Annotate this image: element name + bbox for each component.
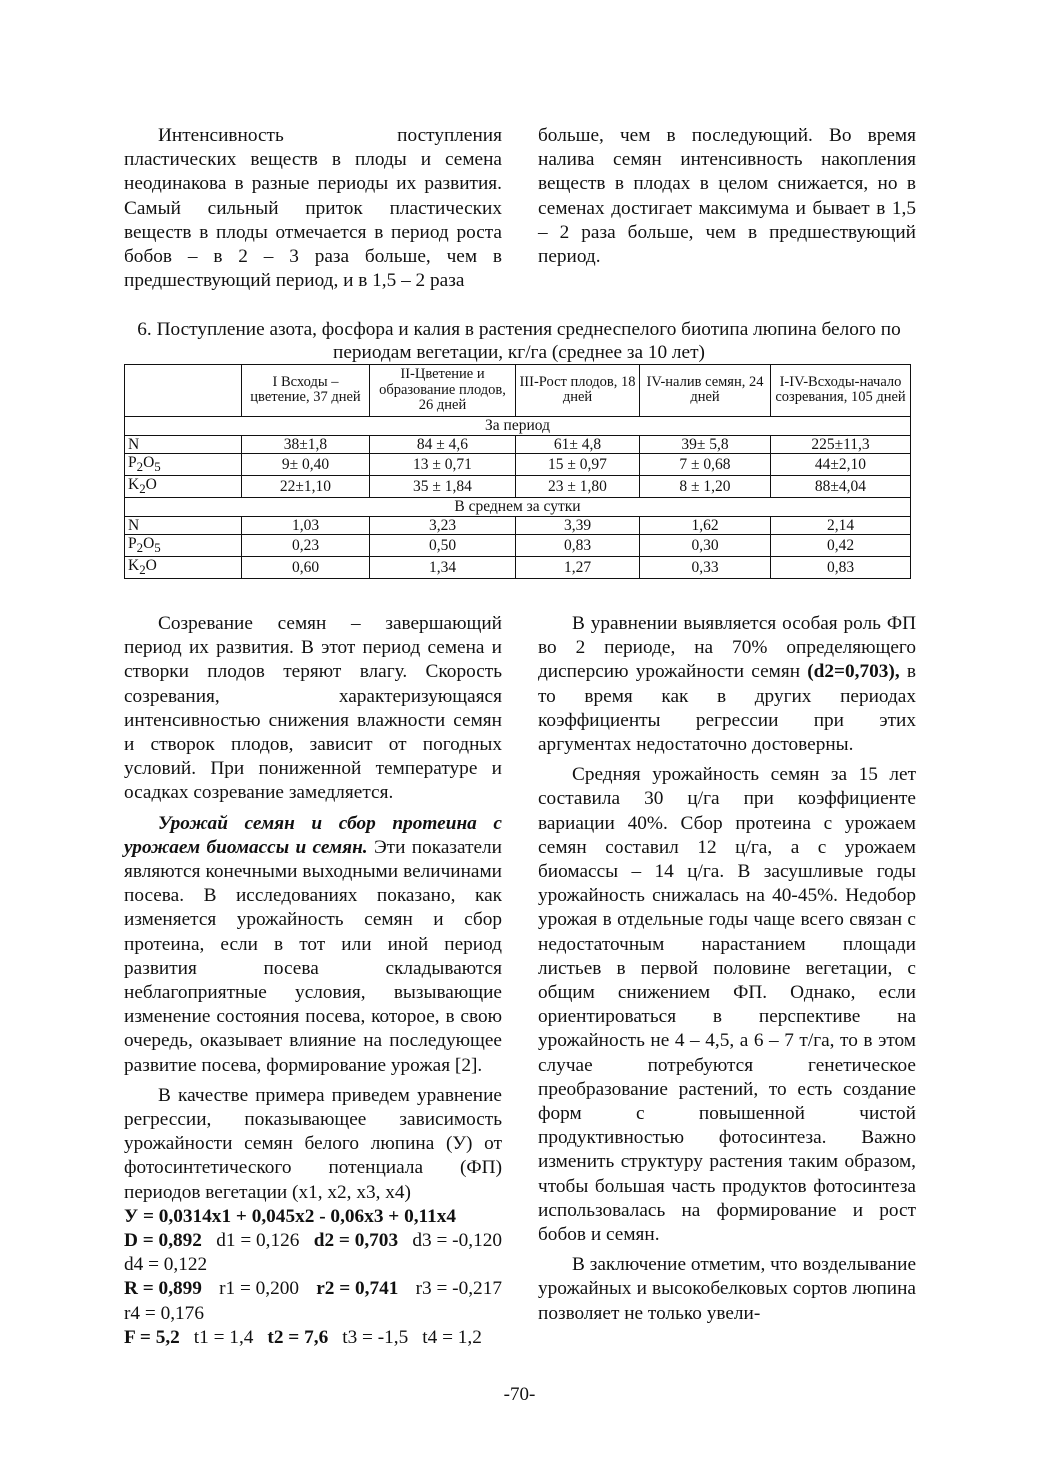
table-cell: 0,60 [242, 556, 370, 578]
coef-d2: d2 = 0,703 [313, 1230, 399, 1252]
header-cell: I-IV-Всходы-начало созревания, 105 дней [771, 365, 911, 417]
paragraph: больше, чем в последующий. Во время налива семян интенсивность накопления веществ в плодах в целом снижается, но в семенах достигает максимума и бывает в 1,5 – 2 раза больше, чем в предшествующий период. [538, 125, 916, 268]
table-cell: 1,34 [370, 556, 516, 578]
top-left-column [124, 124, 502, 293]
coef-t4: t4 = 1,2 [422, 1326, 482, 1348]
header-cell: I Всходы – цветение, 37 дней [242, 365, 370, 417]
equation-d: D = 0,892 [124, 1230, 202, 1252]
table-cell: 61± 4,8 [516, 435, 640, 453]
table-cell: 1,62 [640, 516, 771, 534]
header-cell: II-Цветение и образование плодов, 26 дней [370, 365, 516, 417]
table-cell: 0,83 [516, 534, 640, 556]
paragraph-text: в то время как в других периодах коэффициенты регрессии при этих аргументах недостаточно достоверны. [538, 661, 916, 756]
section-heading: Урожай семян и сбор протеина с урожаем биомассы и семян. [124, 812, 502, 858]
row-label-n: N [125, 516, 242, 534]
coef-t3: t3 = -1,5 [342, 1326, 409, 1348]
paragraph-text: Эти показатели являются конечными выходными величинами посева. В исследованиях показано, как изменяется урожайность семян и сбор протеина, если в тот или иной период развития посева складываются неблагоприятные условия, вызывающие изменение состояния посева, которое, в свою очередь, оказывает влияние на последующее развитие посева, формирование урожая [2]. [124, 836, 502, 1076]
table-cell: 13 ± 0,71 [370, 453, 516, 475]
table-cell: 22±1,10 [242, 475, 370, 497]
row-label-p2o5: $P_2O_5$ [125, 453, 242, 475]
table-cell: 0,50 [370, 534, 516, 556]
table-cell: 1,27 [516, 556, 640, 578]
header-cell [125, 365, 242, 417]
table-row [125, 435, 911, 453]
row-label-n: N [125, 435, 242, 453]
table-cell: 0,33 [640, 556, 771, 578]
paragraph [538, 612, 916, 757]
table-cell: 0,42 [771, 534, 911, 556]
regression-equation [124, 1205, 502, 1350]
section-label: В среднем за сутки [125, 497, 911, 516]
table-cell: 38±1,8 [242, 435, 370, 453]
coef-r1: r1 = 0,200 [219, 1278, 300, 1300]
coef-d3: d3 = -0,120 [412, 1230, 502, 1252]
table-row [125, 556, 911, 578]
bottom-left-column [124, 612, 502, 1350]
table-cell: 7 ± 0,68 [640, 453, 771, 475]
paragraph: Созревание семян – завершающий период их развития. В этот период семена и створки плодов теряют влагу. Скорость созревания, характеризующаяся интенсивностью снижения влажности семян и створок плодов, зависит от погодных условий. При пониженной температуре и осадках созревание замедляется. [124, 613, 502, 804]
bottom-right-column [538, 612, 916, 1326]
paragraph [124, 812, 502, 1078]
header-cell: IV-налив семян, 24 дней [640, 365, 771, 417]
table-row [125, 516, 911, 534]
coef-r2: r2 = 0,741 [316, 1278, 399, 1300]
top-right-column [538, 124, 916, 269]
paragraph: Средняя урожайность семян за 15 лет составила 30 ц/га при коэффициенте вариации 40%. Сбор протеина с урожаем семян составил 12 ц/га, а с урожаем биомассы – 14 ц/га. В засушливые годы урожайность снижалась на 40-45%. Недобор урожая в отдельные годы чаще всего связан с недостаточным нарастанием площади листьев в первой половине вегетации, с общим снижением ФП. Однако, если ориентироваться в перспективе на урожайность не 4 – 4,5, а 6 – 7 т/га, то в этом случае потребуются генетическое преобразование растений, то есть создание форм с повышенной чистой продуктивностью фотосинтеза. Важно изменить структуру растения таким образом, чтобы большая часть продуктов фотосинтеза использовалась на формирование и рост бобов и семян. [538, 764, 916, 1246]
section-label: За период [125, 416, 911, 435]
table-caption: 6. Поступление азота, фосфора и калия в растения среднеспелого биотипа люпина белого по периодам вегетации, кг/га (среднее за 10 лет) [137, 319, 901, 363]
section-row [125, 497, 911, 516]
nutrient-table [124, 364, 911, 579]
table-cell: 0,30 [640, 534, 771, 556]
table-cell: 2,14 [771, 516, 911, 534]
table-cell: 84 ± 4,6 [370, 435, 516, 453]
table-row [125, 453, 911, 475]
section-row [125, 416, 911, 435]
coef-d4: d4 = 0,122 [124, 1254, 208, 1276]
paragraph: В заключение отметим, что возделывание урожайных и высокобелковых сортов люпина позволяет не только увели- [538, 1254, 916, 1324]
table-cell: 88±4,04 [771, 475, 911, 497]
highlight-d2: (d2=0,703), [807, 661, 900, 683]
header-cell: III-Рост плодов, 18 дней [516, 365, 640, 417]
coef-t2: t2 = 7,6 [267, 1326, 329, 1348]
paragraph: Интенсивность поступления пластических веществ в плоды и семена неодинакова в разные периоды их развития. Самый сильный приток пластических веществ в плоды отмечается в период роста бобов – в 2 – 3 раза больше, чем в предшествующий период, и в 1,5 – 2 раза [124, 125, 502, 292]
table-row [125, 534, 911, 556]
table-cell: 23 ± 1,80 [516, 475, 640, 497]
coef-d1: d1 = 0,126 [216, 1230, 300, 1252]
table-row [125, 475, 911, 497]
equation-f: F = 5,2 [124, 1326, 180, 1348]
table-cell: 0,83 [771, 556, 911, 578]
coef-r4: r4 = 0,176 [124, 1302, 204, 1324]
table-cell: 9± 0,40 [242, 453, 370, 475]
table-cell: 1,03 [242, 516, 370, 534]
equation-r: R = 0,899 [124, 1278, 202, 1300]
coef-t1: t1 = 1,4 [193, 1326, 254, 1348]
paragraph-text: В уравнении выявляется особая роль ФП во 2 периоде, на 70% определяющего дисперсию урожайности семян [538, 613, 916, 683]
row-label-k2o: $K_2O$ [125, 475, 242, 497]
table-cell: 39± 5,8 [640, 435, 771, 453]
page-number: -70- [503, 1384, 536, 1405]
row-label-p2o5: $P_2O_5$ [125, 534, 242, 556]
table-cell: 0,23 [242, 534, 370, 556]
table-cell: 3,23 [370, 516, 516, 534]
table-cell: 3,39 [516, 516, 640, 534]
table-cell: 8 ± 1,20 [640, 475, 771, 497]
table-cell: 225±11,3 [771, 435, 911, 453]
table-header-row [125, 365, 911, 417]
paragraph: В качестве примера приведем уравнение регрессии, показывающее зависимость урожайности семян белого люпина (У) от фотосинтетического потенциала (ФП) периодов вегетации (x1, x2, x3, x4) [124, 1084, 502, 1203]
table-cell: 44±2,10 [771, 453, 911, 475]
row-label-k2o: $K_2O$ [125, 556, 242, 578]
equation-y: У = 0,0314x1 + 0,045x2 - 0,06x3 + 0,11x4 [124, 1205, 457, 1227]
table-cell: 35 ± 1,84 [370, 475, 516, 497]
table-cell: 15 ± 0,97 [516, 453, 640, 475]
coef-r3: r3 = -0,217 [415, 1278, 502, 1300]
